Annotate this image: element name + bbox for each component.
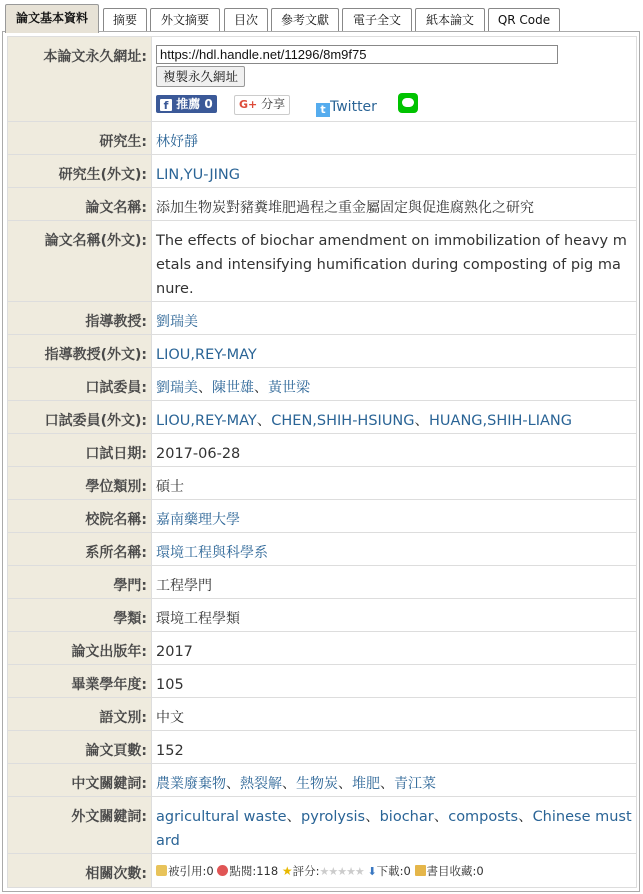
defense-date-value: 2017-06-28: [156, 446, 241, 462]
advisor-label: 指導教授:: [8, 302, 152, 334]
department-value: [152, 533, 636, 565]
researcher-en-link[interactable]: LIN,YU-JING: [156, 167, 240, 183]
separator: 、: [338, 776, 352, 792]
pub-year-label: 論文出版年:: [8, 632, 152, 664]
researcher-link[interactable]: 林妤靜: [156, 134, 198, 150]
line-share-button[interactable]: [398, 93, 418, 115]
row-language: [7, 698, 637, 731]
committee-label: 口試委員:: [8, 368, 152, 400]
twitter-button[interactable]: [316, 95, 377, 117]
row-advisor: [7, 302, 637, 335]
click-icon: [217, 865, 228, 876]
committee-value: [152, 368, 636, 400]
grad-year-value: 105: [156, 677, 184, 693]
row-school: [7, 500, 637, 533]
advisor-en-link[interactable]: LIOU,REY-MAY: [156, 347, 257, 363]
keyword-link[interactable]: 青江菜: [394, 776, 436, 792]
tab-basic-info[interactable]: 論文基本資料: [5, 4, 99, 33]
separator: 、: [433, 809, 449, 825]
advisor-link[interactable]: 劉瑞美: [156, 314, 198, 330]
degree-label: 學位類別:: [8, 467, 152, 499]
tab-abstract[interactable]: 摘要: [103, 8, 147, 31]
keywords-zh-label: 中文關鍵詞:: [8, 764, 152, 796]
field-label: 學類:: [8, 599, 152, 631]
keyword-en-link[interactable]: biochar: [379, 809, 434, 825]
row-stats: [7, 854, 637, 888]
title-en-line: etals and intensifying humification during composting of pig ma: [156, 257, 621, 273]
keywords-en-label: 外文關鍵詞:: [8, 797, 152, 853]
keyword-en-link-continued[interactable]: ard: [156, 833, 180, 849]
keyword-en-link[interactable]: agricultural waste: [156, 809, 287, 825]
star-icon: ★: [281, 864, 293, 878]
committee-en-member-link[interactable]: HUANG,SHIH-LIANG: [429, 413, 573, 429]
keyword-en-link[interactable]: Chinese must: [532, 809, 632, 825]
keywords-zh-value: [152, 764, 636, 796]
stats-value: [152, 854, 636, 887]
keyword-en-link[interactable]: pyrolysis: [301, 809, 366, 825]
line-icon: [398, 93, 418, 113]
defense-date-label: 口試日期:: [8, 434, 152, 466]
download-icon: ⬇: [367, 865, 377, 878]
title-value: 添加生物炭對豬糞堆肥過程之重金屬固定與促進腐熟化之研究: [156, 200, 534, 216]
facebook-like-count: 0: [204, 97, 213, 111]
google-share-button[interactable]: [234, 93, 290, 115]
separator: 、: [380, 776, 394, 792]
pages-label: 論文頁數:: [8, 731, 152, 763]
school-value: [152, 500, 636, 532]
language-label: 語文別:: [8, 698, 152, 730]
row-pages: [7, 731, 637, 764]
separator: 、: [414, 413, 430, 429]
department-label: 系所名稱:: [8, 533, 152, 565]
download-count: 下載:0: [376, 864, 411, 878]
row-discipline: [7, 566, 637, 599]
advisor-en-value: [152, 335, 636, 367]
detail-panel: [2, 31, 640, 892]
separator: 、: [365, 809, 380, 825]
row-grad-year: [7, 665, 637, 698]
field-value: 環境工程學類: [156, 611, 240, 627]
row-defense-date: [7, 434, 637, 467]
row-keywords-zh: [7, 764, 637, 797]
row-committee: [7, 368, 637, 401]
separator: 、: [518, 809, 533, 825]
quote-icon: [156, 865, 167, 876]
row-field: [7, 599, 637, 632]
separator: 、: [256, 413, 272, 429]
school-link[interactable]: 嘉南藥理大學: [156, 512, 240, 528]
title-label: 論文名稱:: [8, 188, 152, 220]
tab-bar: [0, 0, 643, 33]
committee-en-member-link[interactable]: CHEN,SHIH-HSIUNG: [271, 413, 415, 429]
separator: 、: [254, 380, 268, 396]
researcher-en-value: [152, 155, 636, 187]
folder-icon: [415, 865, 426, 876]
twitter-label: Twitter: [330, 99, 377, 115]
row-advisor-en: [7, 335, 637, 368]
researcher-value: [152, 122, 636, 154]
bookmark-count: 書目收藏:0: [426, 864, 484, 878]
row-pub-year: [7, 632, 637, 665]
researcher-en-label: 研究生(外文):: [8, 155, 152, 187]
advisor-en-label: 指導教授(外文):: [8, 335, 152, 367]
school-label: 校院名稱:: [8, 500, 152, 532]
cited-count: 被引用:0: [168, 864, 214, 878]
tab-toc[interactable]: 目次: [224, 8, 268, 31]
facebook-like-button[interactable]: [156, 93, 217, 115]
separator: 、: [226, 776, 240, 792]
committee-member-link[interactable]: 劉瑞美: [156, 380, 198, 396]
degree-value: 碩士: [156, 479, 184, 495]
pub-year-value: 2017: [156, 644, 193, 660]
facebook-icon: f: [160, 99, 172, 111]
facebook-like-label: 推薦: [176, 97, 201, 111]
copy-permalink-button[interactable]: 複製永久網址: [156, 66, 245, 87]
stats-label: 相關次數:: [8, 854, 152, 887]
twitter-icon: t: [316, 103, 330, 117]
tab-foreign-abstract[interactable]: 外文摘要: [150, 8, 220, 31]
title-en-value: [152, 221, 636, 301]
google-plus-icon: G+: [239, 98, 258, 111]
discipline-value: 工程學門: [156, 578, 212, 594]
researcher-label: 研究生:: [8, 122, 152, 154]
keywords-en-value: [152, 797, 636, 853]
pages-value: 152: [156, 743, 184, 759]
keyword-link[interactable]: 農業廢棄物: [156, 776, 226, 792]
title-en-line: nure.: [156, 281, 194, 297]
row-department: [7, 533, 637, 566]
row-title: [7, 188, 637, 221]
row-committee-en: [7, 401, 637, 434]
title-en-line: The effects of biochar amendment on immobilization of heavy m: [156, 233, 627, 249]
rating-label: 評分:: [292, 864, 320, 878]
row-keywords-en: [7, 797, 637, 854]
grad-year-label: 畢業學年度:: [8, 665, 152, 697]
permalink-label: 本論文永久網址:: [8, 37, 152, 121]
committee-member-link[interactable]: 黃世梁: [268, 380, 310, 396]
separator: 、: [282, 776, 296, 792]
title-en-label: 論文名稱(外文):: [8, 221, 152, 301]
keyword-link[interactable]: 生物炭: [296, 776, 338, 792]
row-researcher-en: [7, 155, 637, 188]
keyword-link[interactable]: 堆肥: [352, 776, 380, 792]
tab-references[interactable]: 參考文獻: [271, 8, 339, 31]
row-title-en: [7, 221, 637, 302]
tab-qrcode[interactable]: QR Code: [488, 8, 560, 31]
separator: 、: [198, 380, 212, 396]
tab-print[interactable]: 紙本論文: [415, 8, 485, 31]
separator: 、: [286, 809, 302, 825]
committee-en-value: [152, 401, 636, 433]
language-value: 中文: [156, 710, 184, 726]
committee-en-member-link[interactable]: LIOU,REY-MAY: [156, 413, 257, 429]
committee-member-link[interactable]: 陳世雄: [212, 380, 254, 396]
permalink-input[interactable]: [156, 45, 558, 64]
permalink-value: [152, 37, 636, 121]
department-link[interactable]: 環境工程與科學系: [156, 545, 268, 561]
advisor-value: [152, 302, 636, 334]
tab-fulltext[interactable]: 電子全文: [342, 8, 412, 31]
row-permalink: [7, 36, 637, 122]
row-degree: [7, 467, 637, 500]
discipline-label: 學門:: [8, 566, 152, 598]
row-researcher: [7, 122, 637, 155]
rating-stars[interactable]: ★★★★★: [319, 865, 364, 878]
keyword-en-link[interactable]: composts: [448, 809, 519, 825]
google-share-label: 分享: [261, 97, 286, 111]
keyword-link[interactable]: 熱裂解: [240, 776, 282, 792]
click-count: 點閱:118: [229, 864, 279, 878]
committee-en-label: 口試委員(外文):: [8, 401, 152, 433]
